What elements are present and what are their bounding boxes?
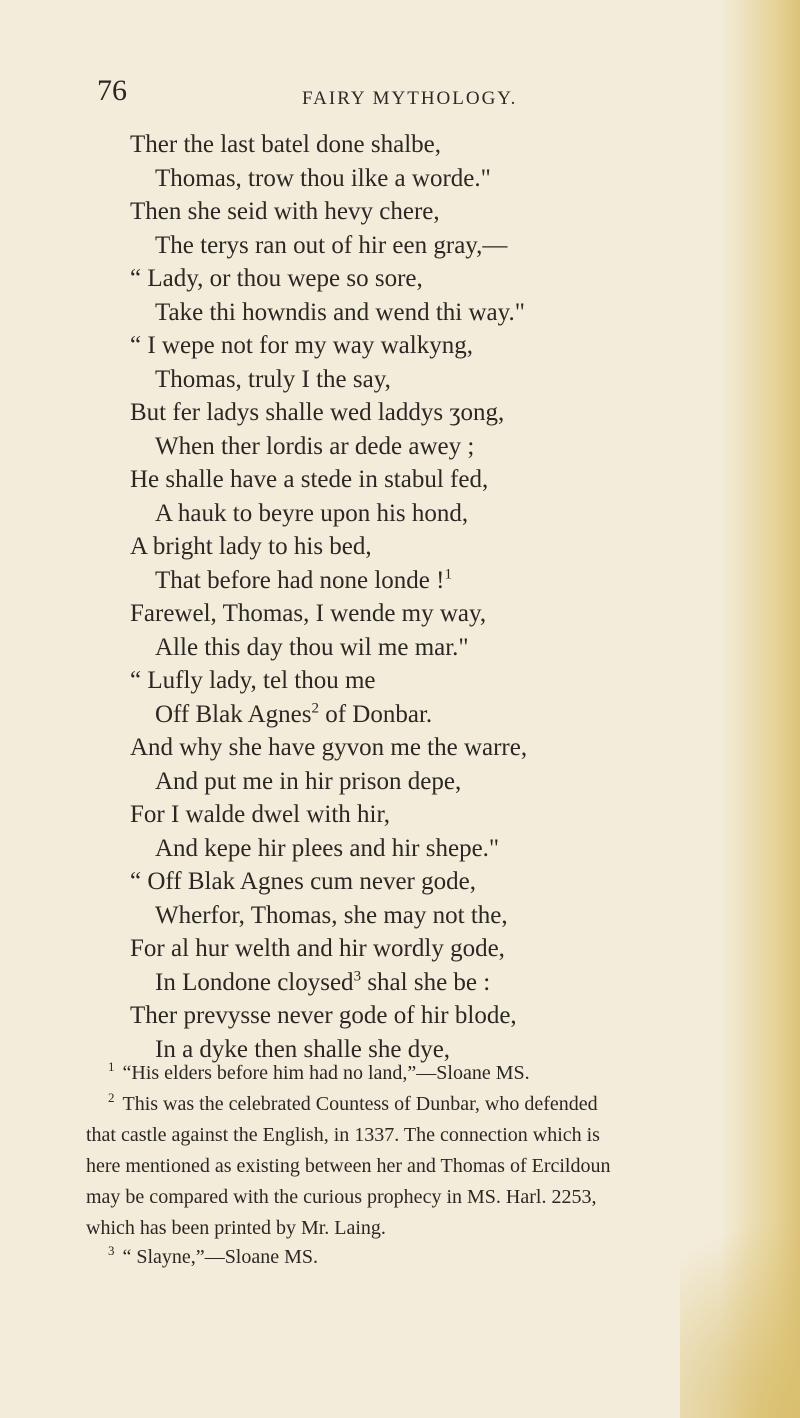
footnote-text: “His elders before him had no land,”—Sloane MS. [122,1062,530,1084]
poem-line: Then she seid with hevy chere, [130,198,440,225]
poem-line: Ther prevysse never gode of hir blode, [130,1002,517,1029]
poem-line: The terys ran out of hir een gray,— [155,232,508,259]
poem-line: Ther the last batel done shalbe, [130,131,441,158]
poem-line: In a dyke then shalle she dye, [155,1036,451,1063]
poem-line: He shalle have a stede in stabul fed, [130,466,489,493]
poem-line-text: That before had none londe ! [155,567,445,594]
footnote-2-continued: here mentioned as existing between her and Thomas of Ercildoun [86,1155,611,1177]
footnote-1 [108,1059,530,1085]
poem-line: Take thi howndis and wend thi way." [155,299,525,326]
poem-line: “ I wepe not for my way walkyng, [130,332,473,359]
footnote-3 [108,1243,319,1269]
poem-line-text: Off Blak Agnes [155,701,312,728]
running-title: FAIRY MYTHOLOGY. [302,88,518,109]
footnote-text: This was the celebrated Countess of Dunbar, who defended [122,1093,598,1115]
footnote-number: 1 [108,1059,115,1075]
footnote-2 [108,1090,598,1116]
poem-line: “ Lady, or thou wepe so sore, [130,265,423,292]
poem-line-text: shal she be : [361,969,491,996]
poem-line: “ Lufly lady, tel thou me [130,667,376,694]
poem-line: A hauk to beyre upon his hond, [155,500,469,527]
poem-line-text: In Londone cloysed [155,969,354,996]
footnote-number: 3 [108,1243,115,1259]
poem-line: But fer ladys shalle wed laddys ʒong, [130,399,505,426]
poem-line: A bright lady to his bed, [130,533,372,560]
poem-line: Farewel, Thomas, I wende my way, [130,600,487,627]
poem-line [155,567,452,595]
poem-line: Wherfor, Thomas, she may not the, [155,902,508,929]
poem-line: For I walde dwel with hir, [130,801,391,828]
poem-line: Thomas, truly I the say, [155,366,391,393]
poem-line: And kepe hir plees and hir shepe." [155,835,500,862]
poem-line: When ther lordis ar dede awey ; [155,433,475,460]
footnote-text: “ Slayne,”—Sloane MS. [122,1246,319,1268]
poem-line: For al hur welth and hir wordly gode, [130,935,505,962]
footnote-2-continued: that castle against the English, in 1337. The connection which is [86,1124,600,1146]
page-number: 76 [97,74,127,107]
footnote-ref-2[interactable]: 2 [311,700,319,717]
poem-line [155,701,432,729]
poem-line: Alle this day thou wil me mar." [155,634,469,661]
page-corner-stain [680,1158,800,1418]
poem-line: And why she have gyvon me the warre, [130,734,528,761]
footnote-ref-3[interactable]: 3 [353,968,362,985]
poem-line-text: of Donbar. [318,701,433,728]
poem-line: “ Off Blak Agnes cum never gode, [130,868,476,895]
footnote-2-continued: may be compared with the curious prophecy in MS. Harl. 2253, [86,1186,597,1208]
poem-line: And put me in hir prison depe, [155,768,462,795]
footnote-ref-1[interactable]: 1 [444,566,452,583]
footnote-2-continued: which has been printed by Mr. Laing. [86,1217,386,1239]
footnote-number: 2 [108,1090,115,1106]
poem-line: Thomas, trow thou ilke a worde." [155,165,491,192]
poem-line [155,969,490,997]
